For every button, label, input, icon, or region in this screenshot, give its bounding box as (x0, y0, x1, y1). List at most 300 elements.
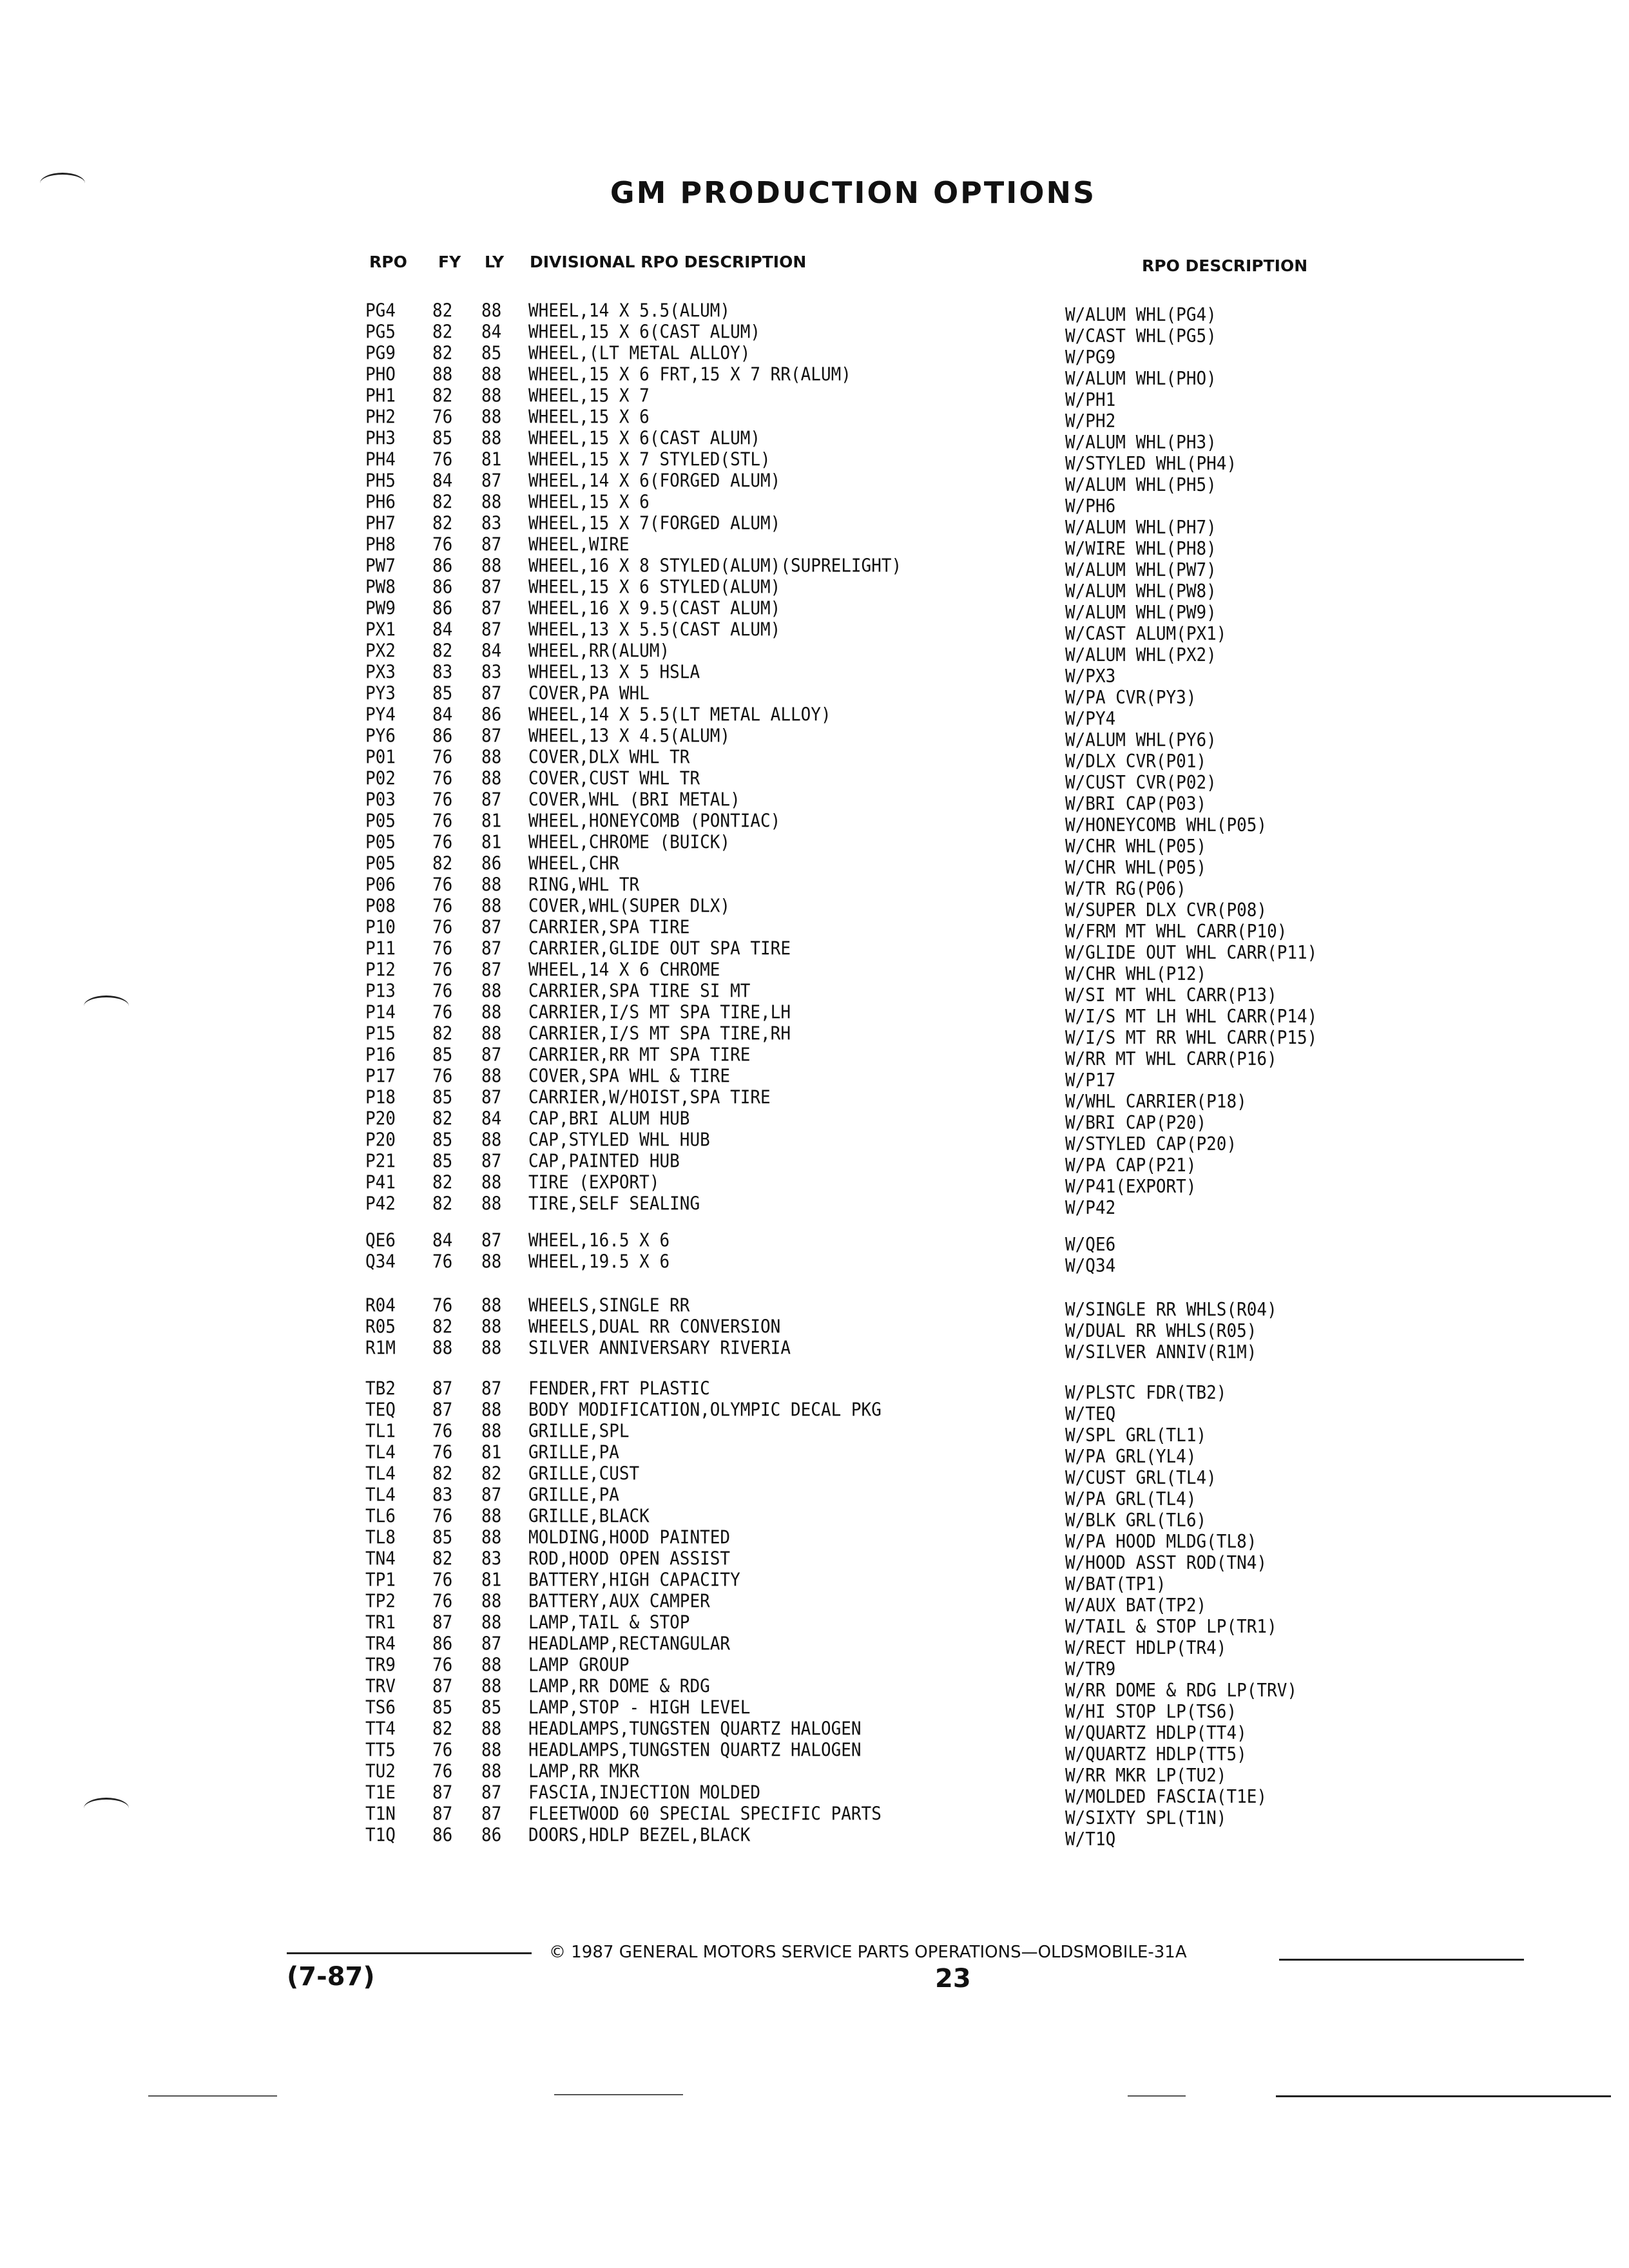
first-year: 76 (432, 1655, 453, 1677)
rpo-code: PW9 (365, 598, 396, 620)
rpo-description: W/AUX BAT(TP2) (1065, 1595, 1207, 1617)
divisional-description: SILVER ANNIVERSARY RIVERIA (528, 1338, 791, 1360)
rpo-description: W/MOLDED FASCIA(T1E) (1065, 1786, 1268, 1808)
divisional-description: CARRIER,SPA TIRE SI MT (528, 981, 751, 1003)
first-year: 84 (432, 470, 453, 492)
rpo-description: W/SI MT WHL CARR(P13) (1065, 985, 1277, 1006)
divisional-description: WHEEL,15 X 6(CAST ALUM) (528, 322, 761, 343)
table-row (0, 363, 1629, 390)
rpo-description: W/RECT HDLP(TR4) (1065, 1637, 1227, 1659)
divisional-description: FLEETWOOD 60 SPECIAL SPECIFIC PARTS (528, 1803, 882, 1825)
table-row (0, 1251, 1629, 1277)
rpo-description: W/CAST WHL(PG5) (1065, 325, 1217, 347)
last-year: 87 (481, 619, 502, 641)
rpo-code: P20 (365, 1108, 396, 1130)
rpo-description: W/ALUM WHL(PX2) (1065, 644, 1217, 666)
divisional-description: CARRIER,GLIDE OUT SPA TIRE (528, 938, 791, 960)
divisional-description: COVER,CUST WHL TR (528, 768, 700, 790)
divisional-description: CARRIER,W/HOIST,SPA TIRE (528, 1087, 771, 1109)
last-year: 88 (481, 1129, 502, 1151)
last-year: 85 (481, 1697, 502, 1719)
first-year: 76 (432, 1421, 453, 1443)
first-year: 84 (432, 1230, 453, 1252)
first-year: 86 (432, 1633, 453, 1655)
rpo-description: W/ALUM WHL(PH7) (1065, 517, 1217, 539)
divisional-description: CAP,BRI ALUM HUB (528, 1108, 690, 1130)
table-row (0, 1229, 1629, 1256)
last-year: 88 (481, 1338, 502, 1360)
first-year: 86 (432, 1825, 453, 1847)
rpo-code: TS6 (365, 1697, 396, 1719)
table-row (0, 1824, 1629, 1850)
last-year: 87 (481, 1087, 502, 1109)
first-year: 76 (432, 1761, 453, 1783)
divisional-description: WHEEL,15 X 6(CAST ALUM) (528, 428, 761, 450)
rpo-description: W/Q34 (1065, 1255, 1116, 1277)
rpo-code: PW8 (365, 577, 396, 599)
divisional-description: WHEEL,WIRE (528, 534, 630, 556)
divisional-description: GRILLE,BLACK (528, 1506, 650, 1528)
divisional-description: COVER,WHL(SUPER DLX) (528, 896, 731, 918)
divisional-description: WHEEL,HONEYCOMB (PONTIAC) (528, 811, 781, 832)
rpo-description: W/WIRE WHL(PH8) (1065, 538, 1217, 560)
rpo-code: TN4 (365, 1548, 396, 1570)
divisional-description: GRILLE,PA (528, 1485, 619, 1506)
last-year: 83 (481, 513, 502, 535)
last-year: 84 (481, 640, 502, 662)
rpo-description: W/GLIDE OUT WHL CARR(P11) (1065, 942, 1318, 964)
rpo-description: W/ALUM WHL(PW7) (1065, 559, 1217, 581)
first-year: 84 (432, 704, 453, 726)
rpo-code: P05 (365, 853, 396, 875)
rpo-description: W/RR MT WHL CARR(P16) (1065, 1048, 1277, 1070)
first-year: 76 (432, 1066, 453, 1088)
divisional-description: MOLDING,HOOD PAINTED (528, 1527, 731, 1549)
rpo-code: P18 (365, 1087, 396, 1109)
first-year: 86 (432, 726, 453, 747)
last-year: 88 (481, 1066, 502, 1088)
rpo-code: TR9 (365, 1655, 396, 1677)
column-header-rpo-description: RPO DESCRIPTION (1142, 256, 1308, 275)
rpo-description: W/PLSTC FDR(TB2) (1065, 1382, 1227, 1404)
table-row (0, 576, 1629, 602)
rpo-code: R05 (365, 1316, 396, 1338)
table-row (0, 725, 1629, 751)
first-year: 85 (432, 1129, 453, 1151)
rpo-code: TU2 (365, 1761, 396, 1783)
rpo-description: W/QUARTZ HDLP(TT4) (1065, 1722, 1247, 1744)
rpo-code: PH2 (365, 407, 396, 428)
table-row (0, 1129, 1629, 1155)
rpo-description: W/WHL CARRIER(P18) (1065, 1091, 1247, 1113)
divisional-description: WHEEL,13 X 5 HSLA (528, 662, 700, 684)
table-row (0, 682, 1629, 709)
table-row (0, 619, 1629, 645)
rpo-description: W/SILVER ANNIV(R1M) (1065, 1341, 1257, 1363)
table-row (0, 1739, 1629, 1765)
rpo-description: W/ALUM WHL(PY6) (1065, 729, 1217, 751)
first-year: 76 (432, 874, 453, 896)
rpo-description: W/QE6 (1065, 1234, 1116, 1256)
rpo-code: R04 (365, 1295, 396, 1317)
rpo-code: TL1 (365, 1421, 396, 1443)
table-row (0, 640, 1629, 666)
last-year: 88 (481, 1506, 502, 1528)
rpo-code: TP2 (365, 1591, 396, 1613)
table-row (0, 1378, 1629, 1404)
rpo-code: P41 (365, 1172, 396, 1194)
table-row (0, 661, 1629, 687)
rpo-code: TL4 (365, 1463, 396, 1485)
rpo-description: W/BLK GRL(TL6) (1065, 1510, 1207, 1532)
table-row (0, 937, 1629, 964)
last-year: 87 (481, 577, 502, 599)
table-row (0, 597, 1629, 624)
first-year: 83 (432, 1485, 453, 1506)
first-year: 85 (432, 1151, 453, 1173)
rpo-description: W/HOOD ASST ROD(TN4) (1065, 1552, 1268, 1574)
divisional-description: BODY MODIFICATION,OLYMPIC DECAL PKG (528, 1399, 882, 1421)
rpo-description: W/HONEYCOMB WHL(P05) (1065, 814, 1268, 836)
last-year: 88 (481, 1421, 502, 1443)
rpo-code: TL4 (365, 1442, 396, 1464)
first-year: 76 (432, 938, 453, 960)
rpo-description: W/PH1 (1065, 389, 1116, 411)
last-year: 87 (481, 470, 502, 492)
table-row (0, 1420, 1629, 1446)
divisional-description: BATTERY,AUX CAMPER (528, 1591, 710, 1613)
table-row (0, 448, 1629, 475)
first-year: 82 (432, 1316, 453, 1338)
table-row (0, 1337, 1629, 1363)
rpo-description: W/CUST GRL(TL4) (1065, 1467, 1217, 1489)
first-year: 86 (432, 555, 453, 577)
table-row (0, 980, 1629, 1006)
rpo-code: P42 (365, 1193, 396, 1215)
rpo-description: W/P41(EXPORT) (1065, 1176, 1197, 1198)
rpo-description: W/TR RG(P06) (1065, 878, 1186, 900)
rpo-code: TEQ (365, 1399, 396, 1421)
last-year: 82 (481, 1463, 502, 1485)
rpo-description: W/RR MKR LP(TU2) (1065, 1765, 1227, 1787)
last-year: 88 (481, 874, 502, 896)
last-year: 88 (481, 1676, 502, 1698)
table-row (0, 874, 1629, 900)
first-year: 82 (432, 1193, 453, 1215)
divisional-description: COVER,WHL (BRI METAL) (528, 789, 740, 811)
rpo-description: W/DUAL RR WHLS(R05) (1065, 1320, 1257, 1342)
divisional-description: BATTERY,HIGH CAPACITY (528, 1570, 740, 1591)
rpo-description: W/PA HOOD MLDG(TL8) (1065, 1531, 1257, 1553)
last-year: 81 (481, 449, 502, 471)
table-row (0, 1803, 1629, 1829)
first-year: 82 (432, 1548, 453, 1570)
divisional-description: WHEEL,16.5 X 6 (528, 1230, 670, 1252)
first-year: 87 (432, 1612, 453, 1634)
rpo-code: PH1 (365, 385, 396, 407)
first-year: 86 (432, 577, 453, 599)
rpo-description: W/STYLED WHL(PH4) (1065, 453, 1237, 475)
rpo-code: PY6 (365, 726, 396, 747)
divisional-description: DOORS,HDLP BEZEL,BLACK (528, 1825, 751, 1847)
rpo-description: W/STYLED CAP(P20) (1065, 1133, 1237, 1155)
first-year: 76 (432, 1295, 453, 1317)
divisional-description: ROD,HOOD OPEN ASSIST (528, 1548, 731, 1570)
rpo-code: P01 (365, 747, 396, 769)
first-year: 76 (432, 832, 453, 854)
rpo-code: TP1 (365, 1570, 396, 1591)
rpo-code: PH6 (365, 492, 396, 514)
rpo-description: W/ALUM WHL(PW8) (1065, 581, 1217, 602)
rpo-description: W/HI STOP LP(TS6) (1065, 1701, 1237, 1723)
last-year: 87 (481, 1044, 502, 1066)
scan-artifact-line (148, 2095, 277, 2097)
rpo-description: W/CHR WHL(P05) (1065, 857, 1207, 879)
table-row (0, 810, 1629, 836)
rpo-code: TT4 (365, 1718, 396, 1740)
divisional-description: WHEEL,15 X 7 STYLED(STL) (528, 449, 771, 471)
last-year: 88 (481, 768, 502, 790)
last-year: 88 (481, 1002, 502, 1024)
divisional-description: GRILLE,SPL (528, 1421, 630, 1443)
rpo-code: PX1 (365, 619, 396, 641)
rpo-code: PHO (365, 364, 396, 386)
rpo-code: P12 (365, 959, 396, 981)
table-row (0, 895, 1629, 921)
last-year: 88 (481, 1295, 502, 1317)
table-row (0, 1399, 1629, 1425)
table-row (0, 555, 1629, 581)
rpo-code: PG5 (365, 322, 396, 343)
rpo-code: PY4 (365, 704, 396, 726)
last-year: 87 (481, 726, 502, 747)
first-year: 82 (432, 1718, 453, 1740)
column-header-ly: LY (485, 253, 505, 271)
last-year: 87 (481, 959, 502, 981)
rpo-description: W/ALUM WHL(PG4) (1065, 304, 1217, 326)
table-row (0, 1696, 1629, 1723)
rpo-code: TT5 (365, 1740, 396, 1762)
divisional-description: LAMP,STOP - HIGH LEVEL (528, 1697, 751, 1719)
last-year: 88 (481, 1023, 502, 1045)
table-row (0, 1316, 1629, 1342)
first-year: 87 (432, 1782, 453, 1804)
table-row (0, 1108, 1629, 1134)
rpo-description: W/SPL GRL(TL1) (1065, 1425, 1207, 1446)
rpo-code: P16 (365, 1044, 396, 1066)
table-row (0, 406, 1629, 432)
table-row (0, 385, 1629, 411)
first-year: 76 (432, 917, 453, 939)
first-year: 83 (432, 662, 453, 684)
first-year: 76 (432, 1002, 453, 1024)
footer-copyright: © 1987 GENERAL MOTORS SERVICE PARTS OPERATIONS—OLDSMOBILE-31A (549, 1943, 1187, 1962)
first-year: 82 (432, 300, 453, 322)
last-year: 88 (481, 300, 502, 322)
last-year: 85 (481, 343, 502, 365)
table-row (0, 1569, 1629, 1595)
rpo-description: W/T1Q (1065, 1829, 1116, 1850)
scan-artifact-line (554, 2094, 683, 2095)
rpo-code: TRV (365, 1676, 396, 1698)
rpo-code: PX2 (365, 640, 396, 662)
table-row (0, 831, 1629, 858)
divisional-description: HEADLAMP,RECTANGULAR (528, 1633, 731, 1655)
footer-rule-left (287, 1952, 532, 1954)
last-year: 87 (481, 1633, 502, 1655)
scan-artifact-line (1128, 2095, 1186, 2097)
divisional-description: WHEEL,16 X 9.5(CAST ALUM) (528, 598, 781, 620)
table-row (0, 1782, 1629, 1808)
column-header-rpo: RPO (369, 253, 407, 271)
last-year: 88 (481, 1399, 502, 1421)
last-year: 88 (481, 385, 502, 407)
divisional-description: CARRIER,RR MT SPA TIRE (528, 1044, 751, 1066)
last-year: 88 (481, 492, 502, 514)
rpo-description: W/TAIL & STOP LP(TR1) (1065, 1616, 1277, 1638)
divisional-description: CARRIER,I/S MT SPA TIRE,RH (528, 1023, 791, 1045)
rpo-code: PG9 (365, 343, 396, 365)
table-row (0, 321, 1629, 347)
divisional-description: LAMP,TAIL & STOP (528, 1612, 690, 1634)
rpo-code: R1M (365, 1338, 396, 1360)
first-year: 76 (432, 981, 453, 1003)
rpo-code: PH7 (365, 513, 396, 535)
divisional-description: WHEELS,SINGLE RR (528, 1295, 690, 1317)
divisional-description: LAMP,RR DOME & RDG (528, 1676, 710, 1698)
first-year: 76 (432, 747, 453, 769)
first-year: 87 (432, 1676, 453, 1698)
divisional-description: WHEEL,15 X 6 (528, 492, 650, 514)
first-year: 87 (432, 1399, 453, 1421)
rpo-description: W/ALUM WHL(PHO) (1065, 368, 1217, 390)
divisional-description: WHEEL,14 X 6 CHROME (528, 959, 720, 981)
table-row (0, 1633, 1629, 1659)
rpo-description: W/PA GRL(YL4) (1065, 1446, 1197, 1468)
first-year: 76 (432, 534, 453, 556)
first-year: 76 (432, 449, 453, 471)
rpo-description: W/P17 (1065, 1070, 1116, 1091)
last-year: 83 (481, 1548, 502, 1570)
first-year: 76 (432, 811, 453, 832)
rpo-code: P15 (365, 1023, 396, 1045)
last-year: 88 (481, 1612, 502, 1634)
divisional-description: GRILLE,PA (528, 1442, 619, 1464)
rpo-code: TL8 (365, 1527, 396, 1549)
first-year: 76 (432, 768, 453, 790)
first-year: 88 (432, 364, 453, 386)
last-year: 88 (481, 747, 502, 769)
rpo-code: P06 (365, 874, 396, 896)
first-year: 76 (432, 789, 453, 811)
first-year: 86 (432, 598, 453, 620)
table-row (0, 1171, 1629, 1198)
last-year: 88 (481, 555, 502, 577)
divisional-description: WHEEL,15 X 6 FRT,15 X 7 RR(ALUM) (528, 364, 851, 386)
rpo-code: TR4 (365, 1633, 396, 1655)
column-header-divisional-description: DIVISIONAL RPO DESCRIPTION (530, 253, 807, 271)
rpo-description: W/PA CAP(P21) (1065, 1155, 1197, 1177)
rpo-code: P13 (365, 981, 396, 1003)
divisional-description: WHEEL,13 X 5.5(CAST ALUM) (528, 619, 781, 641)
divisional-description: WHEEL,CHR (528, 853, 619, 875)
table-row (0, 1150, 1629, 1177)
rpo-code: P10 (365, 917, 396, 939)
rpo-code: PH5 (365, 470, 396, 492)
last-year: 87 (481, 938, 502, 960)
footer-rule-right (1279, 1959, 1524, 1961)
divisional-description: TIRE,SELF SEALING (528, 1193, 700, 1215)
first-year: 82 (432, 853, 453, 875)
table-row (0, 1001, 1629, 1028)
table-row (0, 533, 1629, 560)
rpo-description: W/PX3 (1065, 666, 1116, 687)
last-year: 84 (481, 322, 502, 343)
table-row (0, 1590, 1629, 1617)
divisional-description: HEADLAMPS,TUNGSTEN QUARTZ HALOGEN (528, 1740, 862, 1762)
last-year: 88 (481, 1740, 502, 1762)
last-year: 87 (481, 683, 502, 705)
rpo-description: W/ALUM WHL(PW9) (1065, 602, 1217, 624)
table-row (0, 512, 1629, 539)
last-year: 87 (481, 917, 502, 939)
rpo-description: W/CAST ALUM(PX1) (1065, 623, 1227, 645)
first-year: 82 (432, 640, 453, 662)
divisional-description: GRILLE,CUST (528, 1463, 640, 1485)
rpo-code: T1N (365, 1803, 396, 1825)
divisional-description: WHEEL,15 X 7(FORGED ALUM) (528, 513, 781, 535)
first-year: 76 (432, 407, 453, 428)
table-row (0, 767, 1629, 794)
last-year: 87 (481, 1378, 502, 1400)
rpo-description: W/PA GRL(TL4) (1065, 1488, 1197, 1510)
first-year: 76 (432, 1570, 453, 1591)
table-row (0, 1760, 1629, 1787)
divisional-description: FENDER,FRT PLASTIC (528, 1378, 710, 1400)
first-year: 82 (432, 1108, 453, 1130)
last-year: 88 (481, 1172, 502, 1194)
rpo-description: W/PG9 (1065, 347, 1116, 369)
table-row (0, 1441, 1629, 1468)
first-year: 76 (432, 1442, 453, 1464)
divisional-description: WHEEL,15 X 6 (528, 407, 650, 428)
table-row (0, 916, 1629, 943)
last-year: 86 (481, 704, 502, 726)
divisional-description: WHEEL,15 X 6 STYLED(ALUM) (528, 577, 781, 599)
first-year: 85 (432, 1087, 453, 1109)
rpo-code: P05 (365, 832, 396, 854)
table-row (0, 1611, 1629, 1638)
last-year: 86 (481, 853, 502, 875)
rpo-description: W/TEQ (1065, 1403, 1116, 1425)
divisional-description: TIRE (EXPORT) (528, 1172, 660, 1194)
first-year: 85 (432, 683, 453, 705)
last-year: 88 (481, 1193, 502, 1215)
divisional-description: CAP,PAINTED HUB (528, 1151, 680, 1173)
divisional-description: COVER,DLX WHL TR (528, 747, 690, 769)
last-year: 87 (481, 789, 502, 811)
divisional-description: CARRIER,I/S MT SPA TIRE,LH (528, 1002, 791, 1024)
table-row (0, 427, 1629, 454)
rpo-code: P03 (365, 789, 396, 811)
rpo-description: W/SINGLE RR WHLS(R04) (1065, 1299, 1277, 1321)
rpo-code: PY3 (365, 683, 396, 705)
last-year: 88 (481, 1655, 502, 1677)
rpo-description: W/BRI CAP(P03) (1065, 793, 1207, 815)
last-year: 81 (481, 832, 502, 854)
first-year: 76 (432, 1591, 453, 1613)
last-year: 88 (481, 1718, 502, 1740)
